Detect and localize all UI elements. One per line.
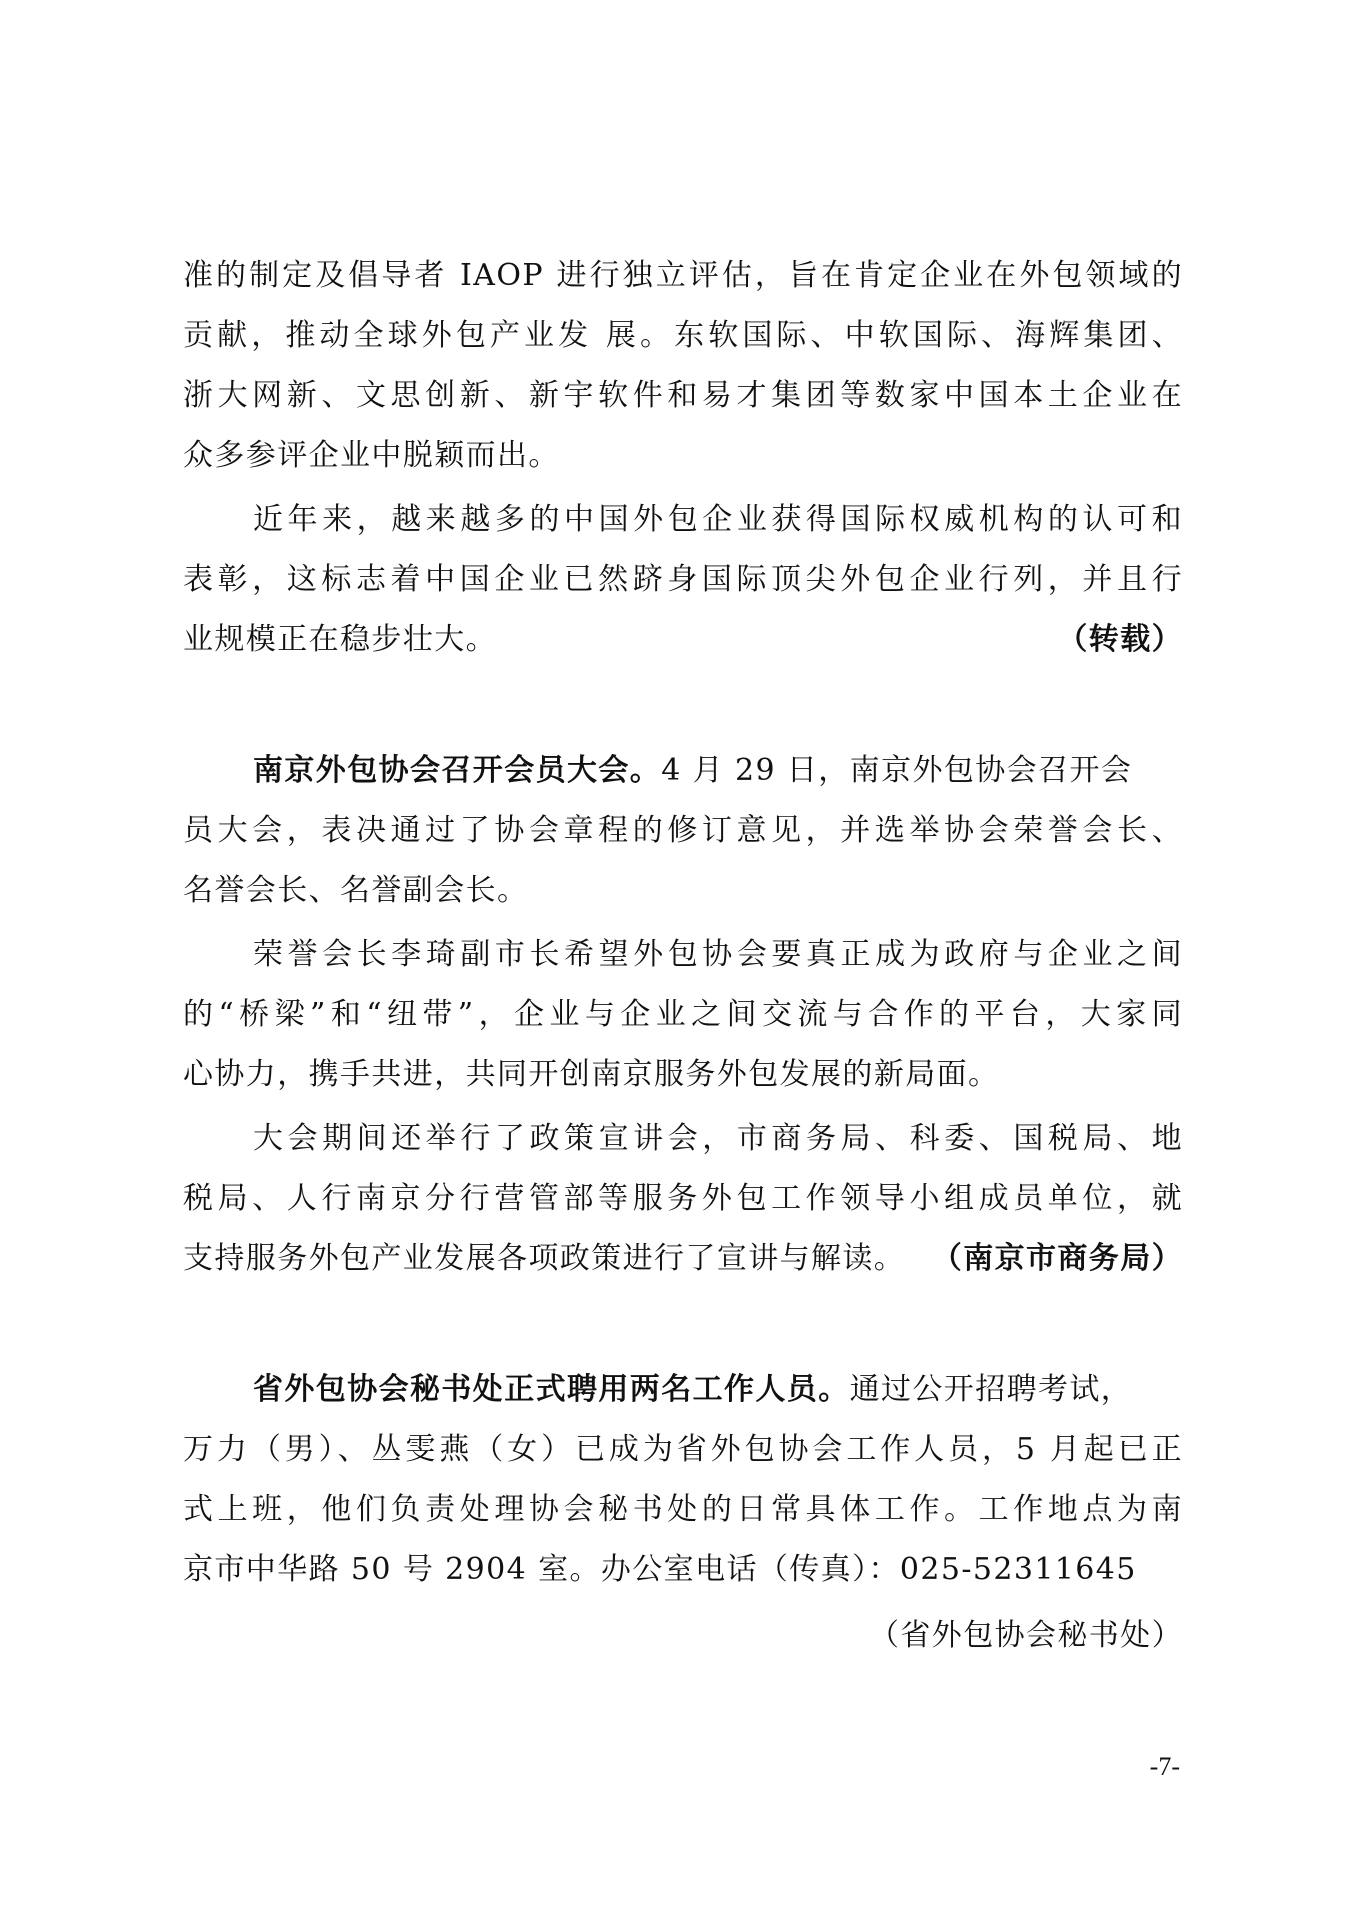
source-attribution: （南京市商务局） <box>931 1241 1183 1276</box>
paragraph-line: 支持服务外包产业发展各项政策进行了宣讲与解读。 <box>183 1241 906 1276</box>
paragraph-line: 浙大网新、文思创新、新宇软件和易才集团等数家中国本土企业在 <box>183 378 1183 413</box>
page-number: -7- <box>1149 1752 1180 1781</box>
paragraph-line: 税局、人行南京分行营管部等服务外包工作领导小组成员单位，就 <box>183 1181 1183 1216</box>
paragraph-line: 荣誉会长李琦副市长希望外包协会要真正成为政府与企业之间 <box>253 937 1183 972</box>
news-text: 通过公开招聘考试， <box>849 1372 1133 1407</box>
paragraph-line: 准的制定及倡导者 IAOP 进行独立评估，旨在肯定企业在外包领域的 <box>183 258 1183 293</box>
paragraph-line: 众多参评企业中脱颖而出。 <box>183 438 560 473</box>
paragraph-line: 心协力，携手共进，共同开创南京服务外包发展的新局面。 <box>183 1057 1000 1092</box>
news-text: 4 月 29 日，南京外包协会召开会 <box>661 753 1133 788</box>
news-headline: 省外包协会秘书处正式聘用两名工作人员。 <box>253 1372 850 1407</box>
paragraph-line: 大会期间还举行了政策宣讲会，市商务局、科委、国税局、地 <box>253 1121 1183 1156</box>
paragraph-line: 万力（男）、丛雯燕（女）已成为省外包协会工作人员，5 月起已正 <box>183 1432 1183 1467</box>
paragraph-line: 员大会，表决通过了协会章程的修订意见，并选举协会荣誉会长、 <box>183 813 1183 848</box>
paragraph-line: 表彰，这标志着中国企业已然跻身国际顶尖外包企业行列，并且行 <box>183 562 1183 597</box>
news-headline: 南京外包协会召开会员大会。 <box>253 753 662 788</box>
paragraph-line: 名誉会长、名誉副会长。 <box>183 873 529 908</box>
paragraph-line: 式上班，他们负责处理协会秘书处的日常具体工作。工作地点为南 <box>183 1492 1183 1527</box>
paragraph-line: 近年来，越来越多的中国外包企业获得国际权威机构的认可和 <box>253 502 1183 537</box>
news-item-line <box>253 753 1183 789</box>
paragraph-line: 的“桥梁”和“纽带”，企业与企业之间交流与合作的平台，大家同 <box>183 997 1183 1032</box>
paragraph-line: 京市中华路 50 号 2904 室。办公室电话（传真）：025-52311645 <box>183 1552 1137 1587</box>
paragraph-line: 贡献，推动全球外包产业发 展。东软国际、中软国际、海辉集团、 <box>183 318 1183 353</box>
source-attribution: （转载） <box>1057 622 1183 657</box>
news-item-line <box>253 1372 1183 1408</box>
source-attribution: （省外包协会秘书处） <box>869 1618 1183 1653</box>
paragraph-line: 业规模正在稳步壮大。 <box>183 622 497 657</box>
